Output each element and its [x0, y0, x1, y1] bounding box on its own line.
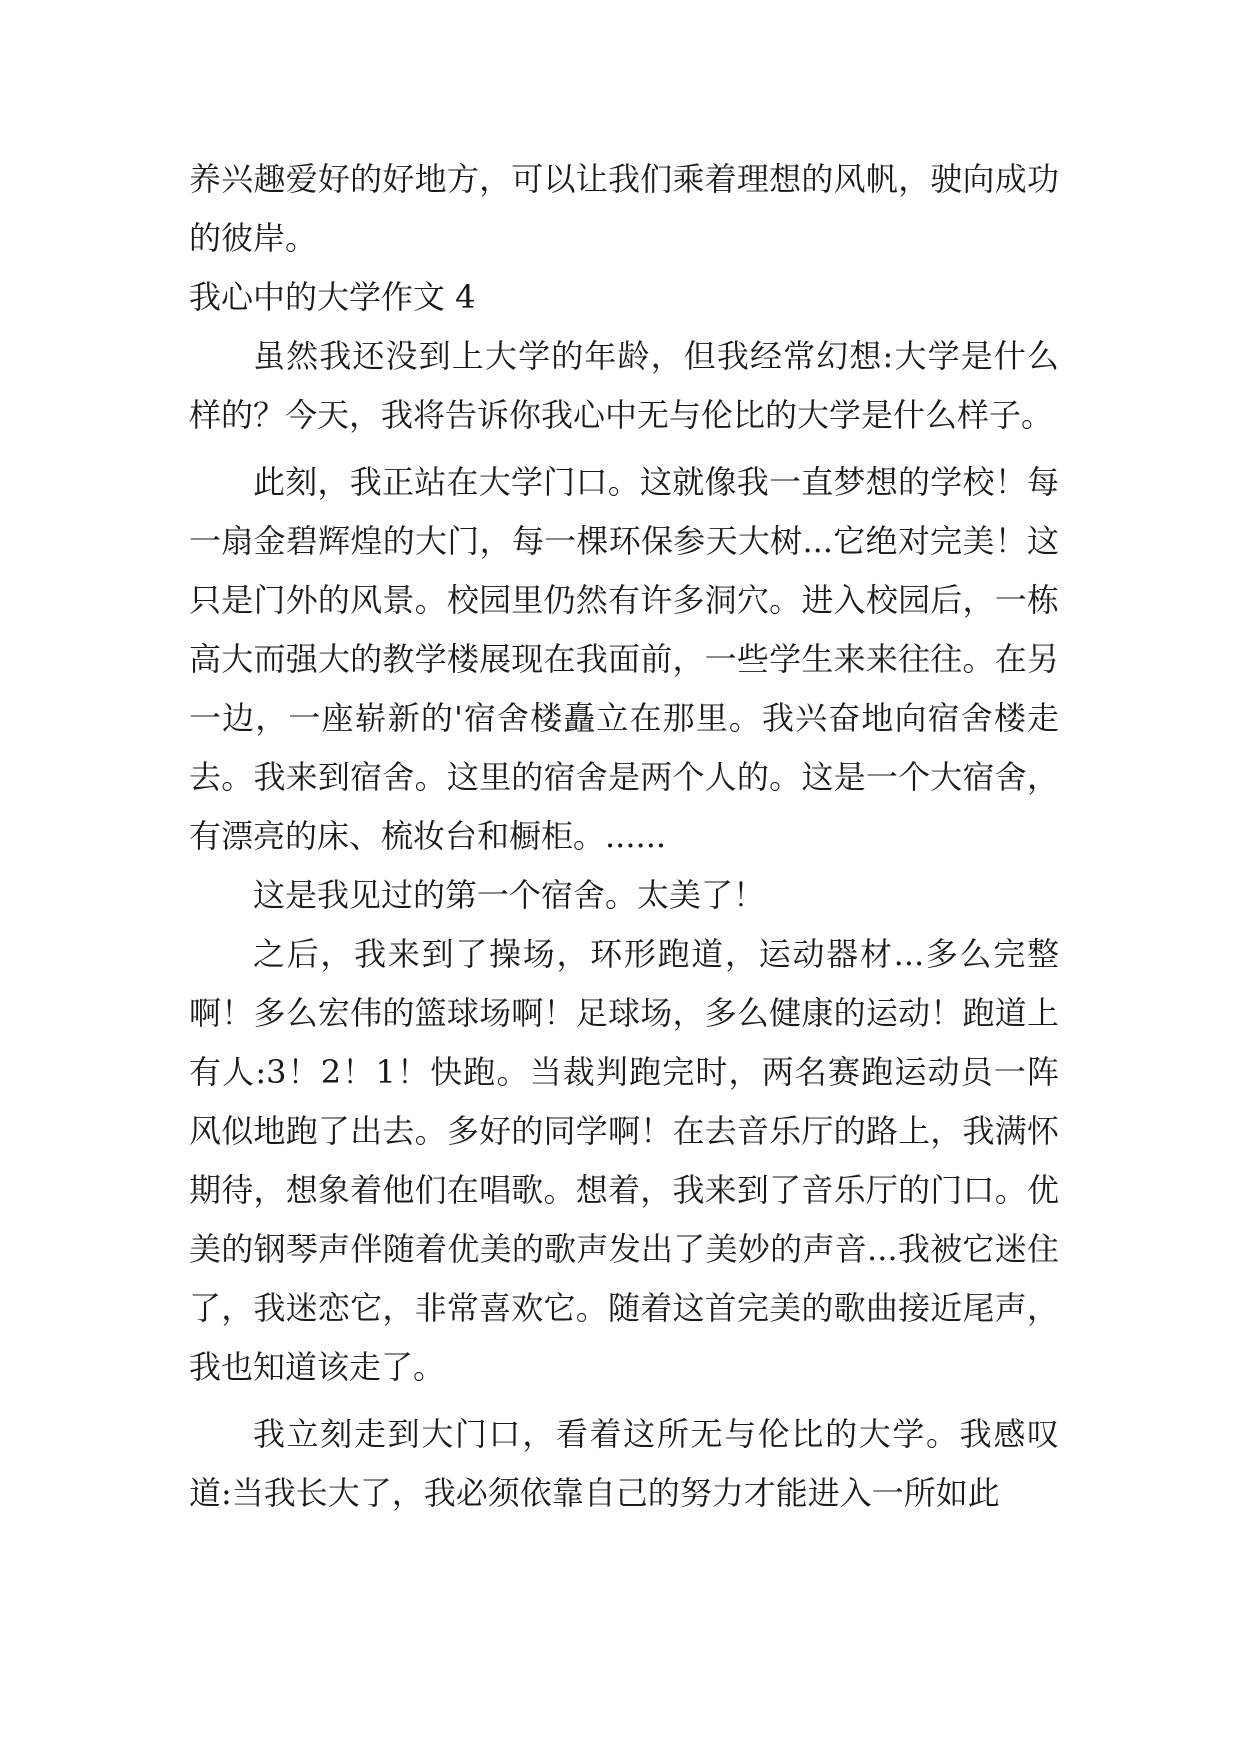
paragraph: 这是我见过的第一个宿舍。太美了！ [253, 876, 766, 914]
paragraph: 此刻，我正站在大学门口。这就像我一直梦想的学校！每一扇金碧辉煌的大门，每一棵环保参天大树...它绝对完美！这只是门外的风景。校园里仍然有许多洞穴。进入校园后，一栋高大而强大的教学楼展现在我面前，一些学生来来往往。在另一边，一座崭新的'宿舍楼矗立在那里。我兴奋地向宿舍楼走去。我来到宿舍。这里的宿舍是两个人的。这是一个大宿舍，有漂亮的床、梳妆台和橱柜。...... [189, 463, 1059, 855]
essay-heading: 我心中的大学作文 4 [189, 278, 476, 316]
paragraph: 之后，我来到了操场，环形跑道，运动器材...多么完整啊！多么宏伟的篮球场啊！足球场，多么健康的运动！跑道上有人:3！2！1！快跑。当裁判跑完时，两名赛跑运动员一阵风似地跑了出去。多好的同学啊！在去音乐厅的路上，我满怀期待，想象着他们在唱歌。想着，我来到了音乐厅的门口。优美的钢琴声伴随着优美的歌声发出了美妙的声音...我被它迷住了，我迷恋它，非常喜欢它。随着这首完美的歌曲接近尾声，我也知道该走了。 [189, 935, 1059, 1386]
paragraph: 我立刻走到大门口，看着这所无与伦比的大学。我感叹道:当我长大了，我必须依靠自己的努力才能进入一所如此 [189, 1415, 1059, 1512]
continuation-paragraph: 养兴趣爱好的好地方，可以让我们乘着理想的风帆，驶向成功的彼岸。 [189, 160, 1059, 257]
paragraph: 虽然我还没到上大学的年龄，但我经常幻想:大学是什么样的？今天，我将告诉你我心中无与伦比的大学是什么样子。 [189, 337, 1059, 434]
document-body [189, 150, 1059, 1523]
